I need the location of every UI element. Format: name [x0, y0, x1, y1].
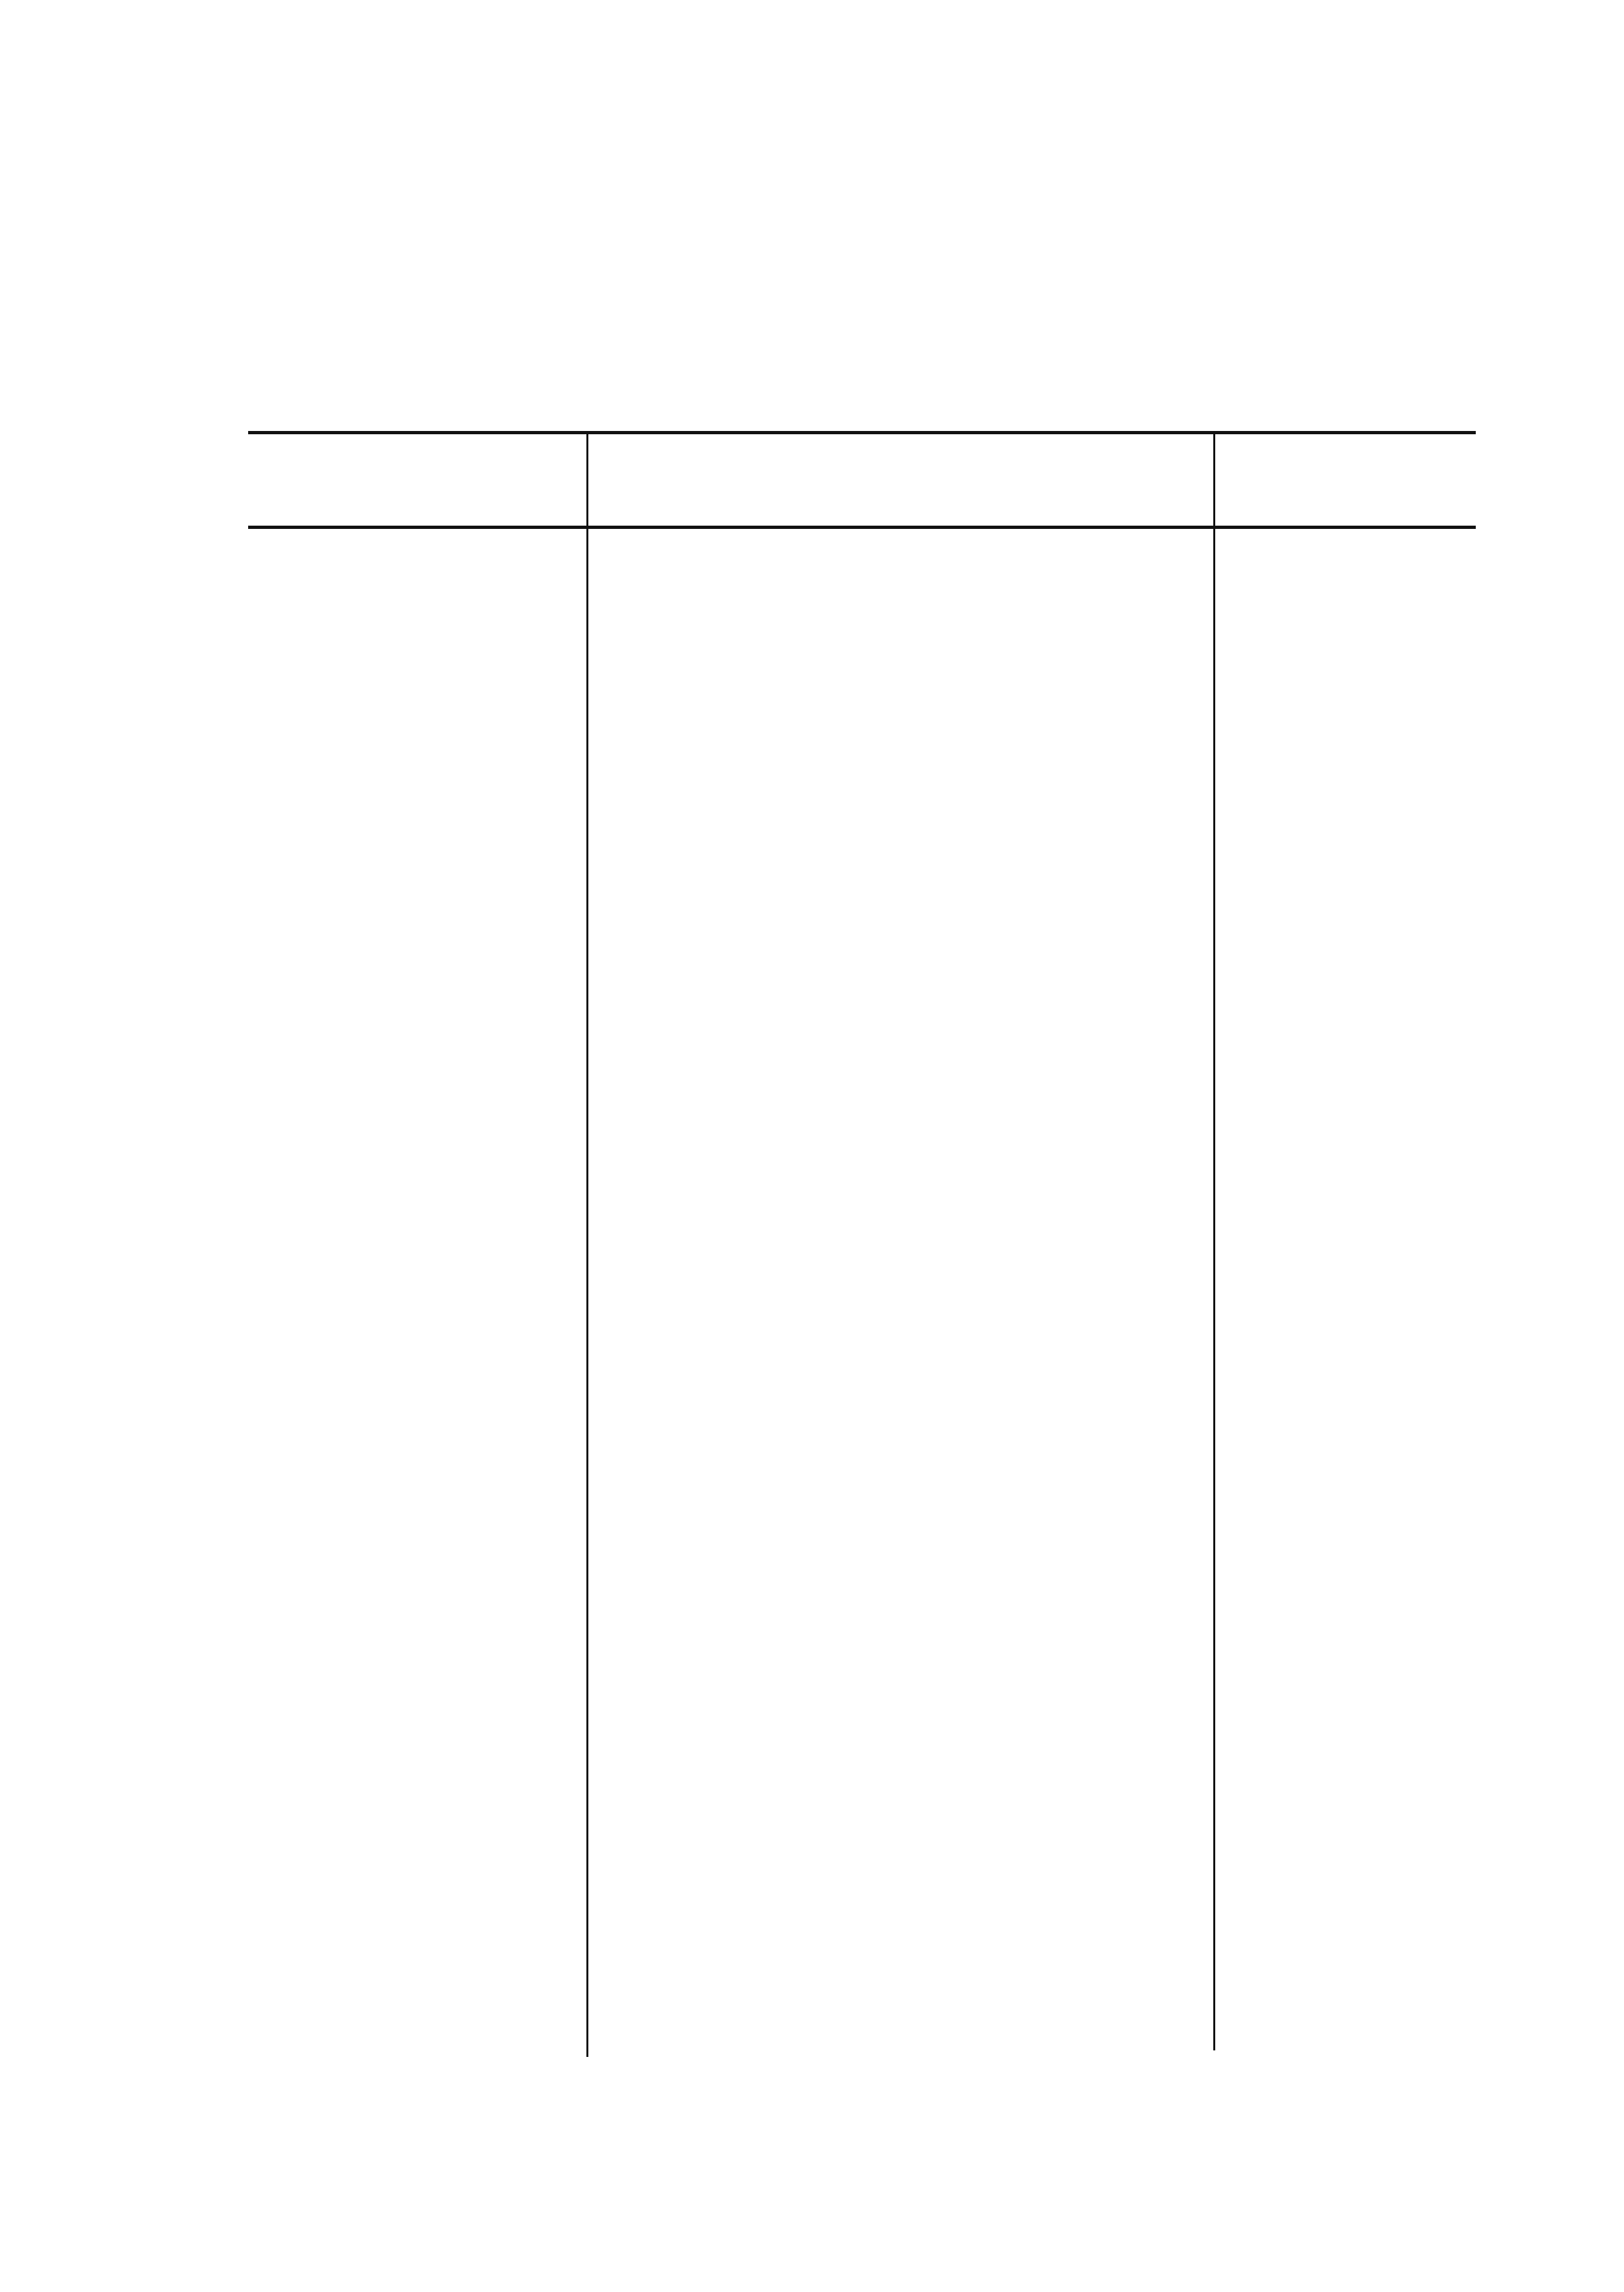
references-table — [248, 431, 1476, 529]
table-header — [248, 431, 1476, 529]
column-divider-2 — [1213, 431, 1215, 2050]
column-divider-1 — [586, 431, 588, 2057]
